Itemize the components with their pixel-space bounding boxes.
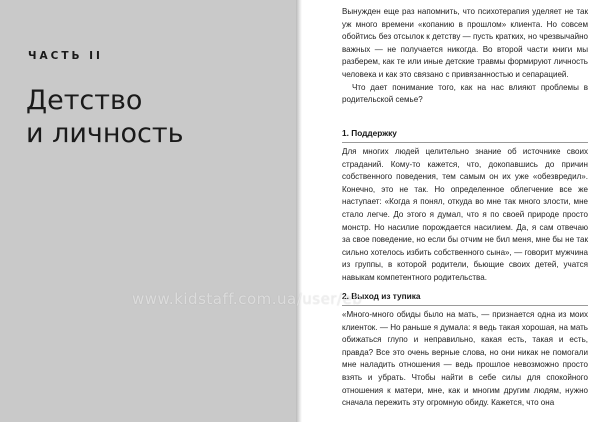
right-page xyxy=(302,0,600,422)
intro-text xyxy=(342,6,588,107)
section-2-text xyxy=(342,309,588,410)
chapter-title-line-1: Детство xyxy=(26,85,143,116)
section-2-paragraph: «Много-много обиды было на мать, — признается одна из моих клиенток. — Но раньше я думала: я ведь такая хорошая, на мать обижаться глупо и неправильно, какая есть, такая и есть, правда? Все это очень верные слова, но они никак не помогали мне наладить отношения — ведь прошлое невозможно просто взять и убрать. Чтобы найти в себе силы для спокойного отношения к матери, мне, как и многим другим людям, нужно сначала пережить эту огромную обиду. Кажется, что она xyxy=(342,310,588,408)
section-1-text xyxy=(342,146,588,285)
section-1-paragraph: Для многих людей целительно знание об источнике своих страданий. Кому-то кажется, что, докопавшись до причин собственного поведения, тем самым он их уже «обезвредил». Конечно, это не так. Но определенное облегчение все же наступает: «Когда я понял, откуда во мне так много злости, мне стало легче. До этого я думал, что я по своей природе просто монстр. Но насилие порождается насилием. Да, я сам отвечаю за свое поведение, но если бы отчим не бил меня, мне бы не так сильно хотелось избить собственного сына», — говорит мужчина из группы, в которой родители, бьющие своих детей, учатся навыкам компетентного родительства. xyxy=(342,147,588,282)
intro-paragraph: Вынужден еще раз напомнить, что психотерапия уделяет не так уж много времени «копанию в прошлом» клиента. Но совсем обойтись без отсылок к детству — пусть кратких, но чрезвычайно важных — не получается никогда. Во второй части книги мы разберем, как те или иные детские травмы формируют личность человека и как это связано с привязанностью и сепарацией. xyxy=(342,7,588,79)
watermark: www.kidstaff.com.ua/user/eb xyxy=(132,290,363,308)
chapter-title-line-2: и личность xyxy=(26,118,184,149)
chapter-title xyxy=(26,84,184,150)
question-paragraph: Что дает понимание того, как на нас влияют проблемы в родительской семье? xyxy=(342,82,588,105)
section-2-heading: 2. Выход из тупика xyxy=(342,290,588,306)
section-1-heading: 1. Поддержку xyxy=(342,127,588,143)
part-label: ЧАСТЬ II xyxy=(28,50,103,62)
